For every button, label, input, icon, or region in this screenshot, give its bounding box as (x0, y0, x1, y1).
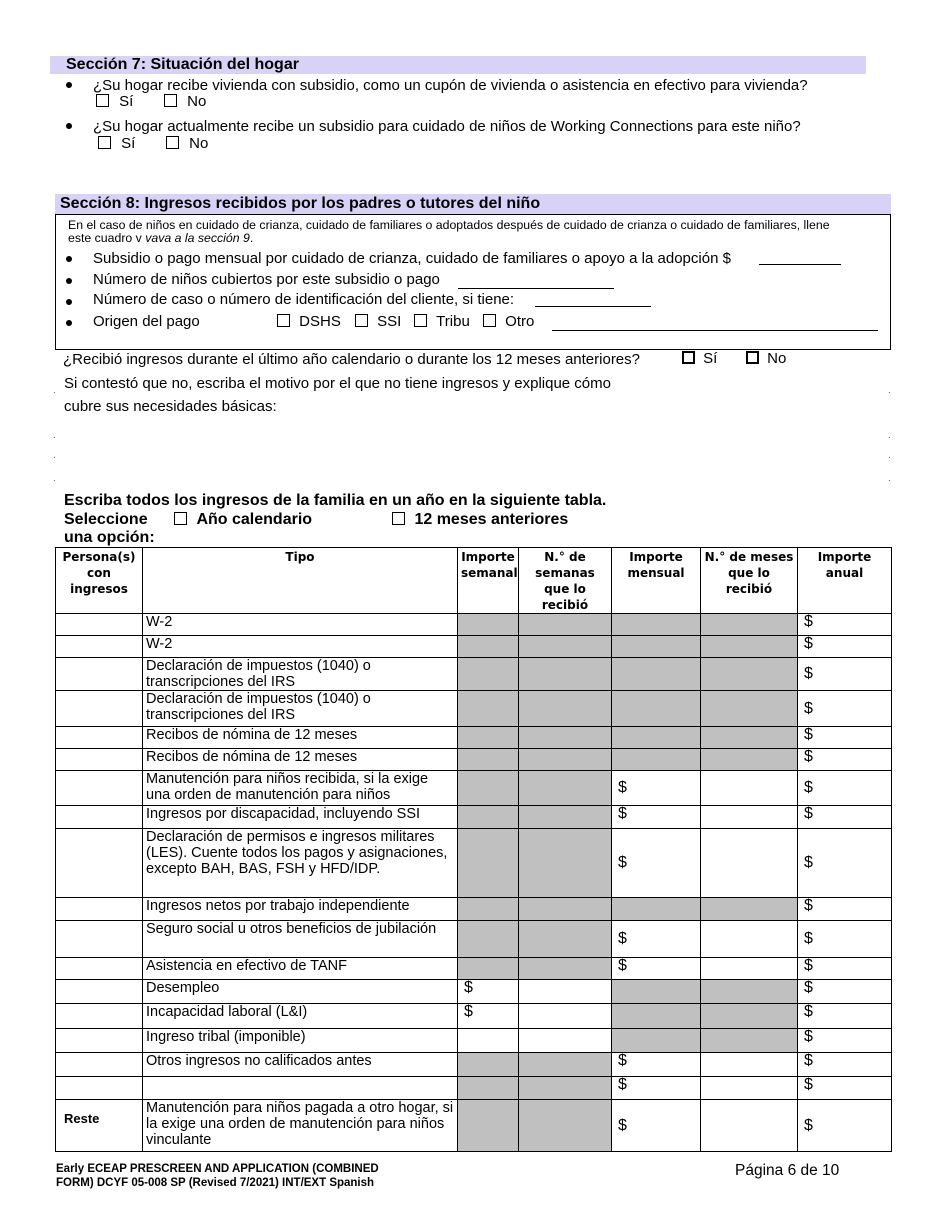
source-dshs-option[interactable]: DSHS (277, 313, 341, 330)
monthly-amount-cell (612, 727, 701, 749)
months-count-cell (701, 691, 798, 727)
table-row (56, 829, 892, 898)
table-row (56, 1100, 892, 1152)
person-cell[interactable] (56, 727, 143, 749)
weeks-count-cell (519, 958, 612, 980)
type-cell (143, 1077, 458, 1100)
calendar-year-checkbox[interactable] (174, 512, 187, 525)
months-count-cell (701, 658, 798, 691)
weekly-amount-cell (458, 636, 519, 658)
weeks-count-cell (519, 1077, 612, 1100)
months-count-cell[interactable] (701, 771, 798, 806)
person-cell[interactable] (56, 1053, 143, 1077)
weeks-count-cell (519, 1100, 612, 1152)
monthly-amount-cell (612, 749, 701, 771)
table-row (56, 691, 892, 727)
bullet (66, 256, 72, 262)
weeks-count-cell (519, 614, 612, 636)
annual-amount-cell[interactable]: $ (798, 1029, 892, 1053)
annual-amount-cell[interactable]: $ (798, 806, 892, 829)
bullet (66, 82, 72, 88)
section7-header (50, 56, 866, 74)
weeks-count-cell (519, 727, 612, 749)
table-row (56, 980, 892, 1004)
weekly-amount-cell (458, 749, 519, 771)
person-cell[interactable] (56, 658, 143, 691)
q1-yes-option[interactable]: Sí (96, 93, 133, 110)
type-cell: W-2 (143, 636, 458, 658)
weekly-amount-cell[interactable] (458, 1029, 519, 1053)
weekly-amount-cell (458, 898, 519, 921)
weeks-count-cell (519, 898, 612, 921)
person-cell[interactable] (56, 1077, 143, 1100)
months-count-cell (701, 1029, 798, 1053)
section7-question2: ¿Su hogar actualmente recibe un subsidio para cuidado de niños de Working Connections para este niño? (93, 118, 801, 135)
table-row (56, 658, 892, 691)
q1-no-option[interactable]: No (164, 93, 206, 110)
weekly-amount-cell (458, 1053, 519, 1077)
col-header-person: Persona(s) con ingresos (56, 548, 143, 614)
previous-12-months-checkbox[interactable] (392, 512, 405, 525)
person-cell[interactable] (56, 921, 143, 958)
source-tribe-checkbox[interactable] (414, 314, 427, 327)
weeks-count-cell[interactable] (519, 980, 612, 1004)
person-cell[interactable] (56, 898, 143, 921)
bullet (66, 299, 72, 305)
table-row (56, 1077, 892, 1100)
previous-12-months-option[interactable]: 12 meses anteriores (392, 511, 568, 529)
weeks-count-cell (519, 1053, 612, 1077)
weeks-count-cell (519, 771, 612, 806)
table-row (56, 806, 892, 829)
type-cell: W-2 (143, 614, 458, 636)
monthly-amount-cell (612, 614, 701, 636)
weekly-amount-cell (458, 727, 519, 749)
person-cell[interactable]: Reste (56, 1100, 143, 1152)
payment-source-label: Origen del pago (93, 313, 200, 330)
section7-question1: ¿Su hogar recibe vivienda con subsidio, como un cupón de vivienda o asistencia en efectivo para vivienda? (93, 77, 808, 94)
type-cell: Ingresos por discapacidad, incluyendo SSI (143, 806, 458, 829)
section8-title: Sección 8: Ingresos recibidos por los padres o tutores del niño (60, 195, 541, 212)
person-cell[interactable] (56, 771, 143, 806)
foster-subsidy-field[interactable] (759, 264, 841, 265)
type-cell: Asistencia en efectivo de TANF (143, 958, 458, 980)
section8-header (55, 194, 891, 214)
annual-amount-cell[interactable]: $ (798, 749, 892, 771)
weekly-amount-cell (458, 921, 519, 958)
monthly-amount-cell[interactable]: $ (612, 1100, 701, 1152)
page-number: Página 6 de 10 (735, 1162, 840, 1179)
annual-amount-cell[interactable]: $ (798, 829, 892, 898)
monthly-amount-cell (612, 1029, 701, 1053)
person-cell[interactable] (56, 980, 143, 1004)
children-covered-label: Número de niños cubiertos por este subsidio o pago (93, 271, 440, 288)
type-cell: Recibos de nómina de 12 meses (143, 727, 458, 749)
months-count-cell (701, 898, 798, 921)
table-row (56, 1053, 892, 1077)
weeks-count-cell[interactable] (519, 1029, 612, 1053)
weeks-count-cell (519, 829, 612, 898)
q2-no-checkbox[interactable] (166, 136, 179, 149)
q1-yes-checkbox[interactable] (96, 94, 109, 107)
weeks-count-cell (519, 749, 612, 771)
type-cell: Seguro social u otros beneficios de jubilación (143, 921, 458, 958)
table-row (56, 771, 892, 806)
source-other-checkbox[interactable] (483, 314, 496, 327)
months-count-cell (701, 636, 798, 658)
explain-text-line2: cubre sus necesidades básicas: (64, 398, 277, 415)
weekly-amount-cell (458, 958, 519, 980)
q1-no-checkbox[interactable] (164, 94, 177, 107)
monthly-amount-cell[interactable]: $ (612, 958, 701, 980)
monthly-amount-cell (612, 691, 701, 727)
foster-note: En el caso de niños en cuidado de crianza, cuidado de familiares o adoptados después de cuidado de crianza o cuidado de familiares, llene este cuadro v vava a la sección 9. (68, 218, 830, 245)
annual-amount-cell[interactable]: $ (798, 980, 892, 1004)
type-cell: Recibos de nómina de 12 meses (143, 749, 458, 771)
col-header-weeks: N.° de semanas que lo recibió (519, 548, 612, 614)
foster-subsidy-label: Subsidio o pago mensual por cuidado de crianza, cuidado de familiares o apoyo a la adopción $ (93, 250, 731, 267)
type-cell: Manutención para niños recibida, si la exige una orden de manutención para niños (143, 771, 458, 806)
type-cell: Declaración de permisos e ingresos militares (LES). Cuente todos los pagos y asignaciones, excepto BAH, BAS, FSH y HFD/IDP. (143, 829, 458, 898)
type-cell: Desempleo (143, 980, 458, 1004)
case-number-field[interactable] (535, 306, 651, 307)
table-row (56, 921, 892, 958)
months-count-cell[interactable] (701, 1077, 798, 1100)
source-ssi-checkbox[interactable] (355, 314, 368, 327)
type-cell: Declaración de impuestos (1040) o transcripciones del IRS (143, 658, 458, 691)
weeks-count-cell (519, 636, 612, 658)
table-row (56, 636, 892, 658)
months-count-cell (701, 749, 798, 771)
annual-amount-cell[interactable]: $ (798, 771, 892, 806)
income-heading: Escriba todos los ingresos de la familia en un año en la siguiente tabla. (64, 492, 607, 509)
monthly-amount-cell[interactable]: $ (612, 1077, 701, 1100)
source-ssi-option[interactable]: SSI (355, 313, 401, 330)
monthly-amount-cell (612, 898, 701, 921)
monthly-amount-cell[interactable]: $ (612, 806, 701, 829)
monthly-amount-cell[interactable]: $ (612, 921, 701, 958)
col-header-annual: Importe anual (798, 548, 892, 614)
q2-no-option[interactable]: No (166, 135, 208, 152)
monthly-amount-cell[interactable]: $ (612, 771, 701, 806)
q2-yes-checkbox[interactable] (98, 136, 111, 149)
weekly-amount-cell (458, 771, 519, 806)
weekly-amount-cell (458, 658, 519, 691)
table-row (56, 749, 892, 771)
income-yes-checkbox[interactable] (682, 351, 695, 364)
income-table (55, 547, 892, 1152)
months-count-cell[interactable] (701, 958, 798, 980)
months-count-cell (701, 1004, 798, 1029)
annual-amount-cell[interactable]: $ (798, 691, 892, 727)
type-cell: Otros ingresos no calificados antes (143, 1053, 458, 1077)
col-header-monthly: Importe mensual (612, 548, 701, 614)
weekly-amount-cell (458, 1100, 519, 1152)
bullet (66, 320, 72, 326)
annual-amount-cell[interactable]: $ (798, 1004, 892, 1029)
children-covered-field[interactable] (458, 288, 614, 289)
col-header-weekly: Importe semanal (458, 548, 519, 614)
weeks-count-cell (519, 921, 612, 958)
bullet (66, 123, 72, 129)
months-count-cell[interactable] (701, 1100, 798, 1152)
calendar-year-option[interactable]: Año calendario (174, 511, 312, 529)
weekly-amount-cell (458, 1077, 519, 1100)
weeks-count-cell (519, 806, 612, 829)
months-count-cell[interactable] (701, 829, 798, 898)
source-dshs-checkbox[interactable] (277, 314, 290, 327)
monthly-amount-cell (612, 980, 701, 1004)
person-cell[interactable] (56, 614, 143, 636)
income-question: ¿Recibió ingresos durante el último año calendario o durante los 12 meses anteriores? (63, 351, 640, 368)
form-id: Early ECEAP PRESCREEN AND APPLICATION (COMBINED FORM) DCYF 05-008 SP (Revised 7/2021) INT/EXT Spanish (56, 1163, 379, 1189)
col-header-type: Tipo (143, 548, 458, 614)
monthly-amount-cell (612, 1004, 701, 1029)
months-count-cell[interactable] (701, 806, 798, 829)
case-number-label: Número de caso o número de identificación del cliente, si tiene: (93, 291, 515, 308)
weekly-amount-cell (458, 691, 519, 727)
annual-amount-cell[interactable]: $ (798, 727, 892, 749)
explain-field[interactable] (55, 388, 891, 486)
source-other-option[interactable]: Otro (483, 313, 534, 330)
annual-amount-cell[interactable]: $ (798, 921, 892, 958)
person-cell[interactable] (56, 829, 143, 898)
weekly-amount-cell (458, 806, 519, 829)
income-yes-option[interactable]: Sí (682, 350, 717, 367)
table-row (56, 614, 892, 636)
type-cell: Ingresos netos por trabajo independiente (143, 898, 458, 921)
annual-amount-cell[interactable]: $ (798, 958, 892, 980)
type-cell: Declaración de impuestos (1040) o transcripciones del IRS (143, 691, 458, 727)
annual-amount-cell[interactable]: $ (798, 1100, 892, 1152)
annual-amount-cell[interactable]: $ (798, 658, 892, 691)
person-cell[interactable] (56, 1004, 143, 1029)
source-tribe-option[interactable]: Tribu (414, 313, 470, 330)
source-other-field[interactable] (552, 330, 878, 331)
q2-yes-option[interactable]: Sí (98, 135, 135, 152)
table-row (56, 898, 892, 921)
table-row (56, 727, 892, 749)
monthly-amount-cell (612, 658, 701, 691)
monthly-amount-cell (612, 636, 701, 658)
months-count-cell[interactable] (701, 1053, 798, 1077)
months-count-cell (701, 727, 798, 749)
type-cell: Incapacidad laboral (L&I) (143, 1004, 458, 1029)
type-cell: Manutención para niños pagada a otro hogar, si la exige una orden de manutención para niños vinculante (143, 1100, 458, 1152)
months-count-cell (701, 980, 798, 1004)
weekly-amount-cell (458, 614, 519, 636)
person-cell[interactable] (56, 749, 143, 771)
col-header-months: N.° de meses que lo recibió (701, 548, 798, 614)
income-no-option[interactable]: No (746, 350, 786, 367)
type-cell: Ingreso tribal (imponible) (143, 1029, 458, 1053)
explain-text-line1: Si contestó que no, escriba el motivo por el que no tiene ingresos y explique cómo (64, 375, 611, 392)
table-header-row (56, 548, 892, 614)
person-cell[interactable] (56, 1029, 143, 1053)
months-count-cell[interactable] (701, 921, 798, 958)
table-row (56, 1004, 892, 1029)
table-row (56, 958, 892, 980)
annual-amount-cell[interactable]: $ (798, 1077, 892, 1100)
annual-amount-cell[interactable]: $ (798, 1053, 892, 1077)
person-cell[interactable] (56, 691, 143, 727)
person-cell[interactable] (56, 806, 143, 829)
section7-title: Sección 7: Situación del hogar (66, 56, 299, 73)
weeks-count-cell (519, 691, 612, 727)
monthly-amount-cell[interactable]: $ (612, 829, 701, 898)
weeks-count-cell[interactable] (519, 1004, 612, 1029)
annual-amount-cell[interactable]: $ (798, 636, 892, 658)
weekly-amount-cell[interactable]: $ (458, 1004, 519, 1029)
monthly-amount-cell[interactable]: $ (612, 1053, 701, 1077)
income-no-checkbox[interactable] (746, 351, 759, 364)
weeks-count-cell (519, 658, 612, 691)
months-count-cell (701, 614, 798, 636)
person-cell[interactable] (56, 958, 143, 980)
select-label: Seleccione una opción: (64, 511, 155, 546)
bullet (66, 278, 72, 284)
annual-amount-cell[interactable]: $ (798, 614, 892, 636)
person-cell[interactable] (56, 636, 143, 658)
weekly-amount-cell (458, 829, 519, 898)
table-row (56, 1029, 892, 1053)
weekly-amount-cell[interactable]: $ (458, 980, 519, 1004)
annual-amount-cell[interactable]: $ (798, 898, 892, 921)
